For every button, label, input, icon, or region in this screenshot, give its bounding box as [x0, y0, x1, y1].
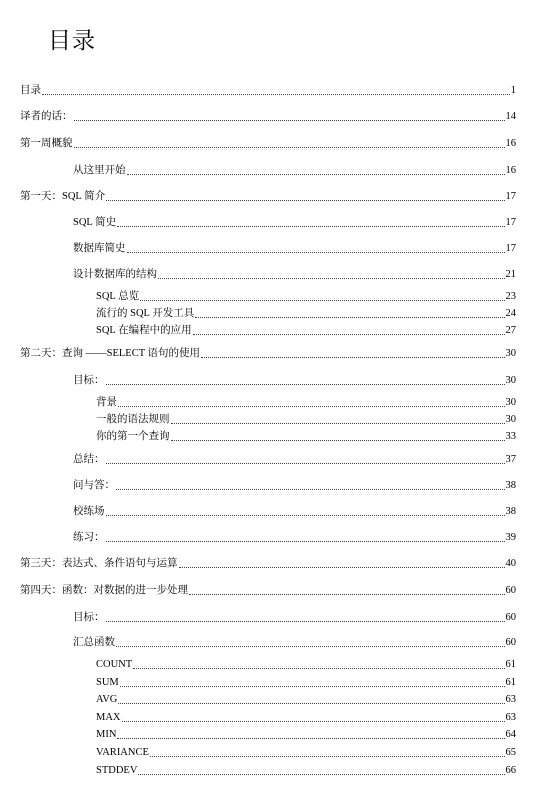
toc-entry[interactable] [96, 764, 516, 778]
toc-entry-page: 17 [505, 243, 516, 254]
dot-leader [171, 430, 505, 441]
toc-entry-page: 27 [505, 325, 516, 336]
toc-entry-label: 校练场 [73, 506, 105, 517]
dot-leader [117, 728, 504, 739]
toc-entry-page: 37 [505, 454, 516, 465]
dot-leader [106, 505, 505, 516]
toc-entry[interactable] [96, 307, 516, 321]
toc-entry[interactable] [73, 242, 516, 256]
dot-leader [179, 557, 505, 568]
toc-entry[interactable] [96, 676, 516, 690]
toc-entry[interactable] [20, 84, 516, 98]
toc-entry-page: 60 [505, 585, 516, 596]
toc-entry[interactable] [20, 584, 516, 598]
toc-entry[interactable] [73, 505, 516, 519]
dot-leader [106, 531, 505, 542]
toc-entry-label: 流行的 SQL 开发工具 [96, 308, 195, 319]
dot-leader [106, 453, 505, 464]
dot-leader [116, 479, 505, 490]
toc-entry-label: 第四天：函数：对数据的进一步处理 [20, 585, 188, 596]
toc-entry-label: 你的第一个查询 [96, 431, 170, 442]
toc-entry[interactable] [96, 396, 516, 410]
toc-entry[interactable] [96, 693, 516, 707]
toc-entry[interactable] [20, 347, 516, 361]
toc-entry-label: SQL 简史 [73, 217, 117, 228]
toc-entry-label: 总结： [73, 454, 105, 465]
toc-entry-page: 40 [505, 558, 516, 569]
toc-entry-page: 39 [505, 532, 516, 543]
toc-entry-label: SQL 总览 [96, 291, 140, 302]
toc-entry[interactable] [20, 190, 516, 204]
toc-entry-page: 16 [505, 165, 516, 176]
dot-leader [189, 584, 505, 595]
toc-entry[interactable] [96, 324, 516, 338]
toc-entry-label: 译者的话： [20, 111, 73, 122]
toc-entry[interactable] [73, 374, 516, 388]
toc-entry-label: 背景 [96, 397, 117, 408]
toc-entry-page: 30 [505, 348, 516, 359]
dot-leader [118, 396, 505, 407]
dot-leader [138, 764, 504, 775]
dot-leader [171, 413, 505, 424]
dot-leader [140, 290, 504, 301]
toc-entry[interactable] [73, 531, 516, 545]
dot-leader [122, 711, 505, 722]
dot-leader [201, 347, 504, 358]
toc-entry[interactable] [73, 479, 516, 493]
toc-entry-label: 第一天：SQL 简介 [20, 191, 106, 202]
toc-entry-page: 61 [505, 677, 516, 688]
toc-entry-page: 21 [505, 269, 516, 280]
toc-entry-page: 24 [505, 308, 516, 319]
toc-entry-page: 30 [505, 375, 516, 386]
toc-entry[interactable] [73, 611, 516, 625]
toc-entry-page: 23 [505, 291, 516, 302]
toc-entry-label: 第二天：查询 ——SELECT 语句的使用 [20, 348, 201, 359]
toc-entry-page: 64 [505, 729, 516, 740]
toc-entry-page: 16 [505, 138, 516, 149]
toc-entry-page: 17 [505, 191, 516, 202]
dot-leader [118, 693, 504, 704]
toc-entry-label: 练习： [73, 532, 105, 543]
toc-entry-page: 63 [505, 694, 516, 705]
dot-leader [42, 84, 510, 95]
toc-entry-page: 38 [505, 506, 516, 517]
toc-entry-page: 65 [505, 747, 516, 758]
toc-entry[interactable] [20, 557, 516, 571]
dot-leader [106, 374, 505, 385]
toc-entry-label: VARIANCE [96, 747, 149, 758]
toc-entry-label: 第三天：表达式、条件语句与运算 [20, 558, 178, 569]
toc-entry-page: 30 [505, 414, 516, 425]
dot-leader [116, 636, 505, 647]
toc-entry-label: STDDEV [96, 765, 138, 776]
toc-entry[interactable] [96, 658, 516, 672]
toc-entry-label: SUM [96, 677, 119, 688]
toc-entry-label: 目标： [73, 612, 105, 623]
toc-entry-label: 汇总函数 [73, 637, 115, 648]
toc-entry[interactable] [96, 728, 516, 742]
dot-leader [106, 190, 504, 201]
toc-entry-label: SQL 在编程中的应用 [96, 325, 192, 336]
toc-entry-page: 33 [505, 431, 516, 442]
toc-entry-label: AVG [96, 694, 118, 705]
toc-entry-page: 63 [505, 712, 516, 723]
toc-entry-page: 17 [505, 217, 516, 228]
dot-leader [74, 110, 505, 121]
toc-entry-label: 数据库简史 [73, 243, 126, 254]
dot-leader [193, 324, 505, 335]
toc-entry[interactable] [73, 636, 516, 650]
toc-entry[interactable] [96, 746, 516, 760]
toc-entry-page: 30 [505, 397, 516, 408]
toc-entry-label: 问与答： [73, 480, 115, 491]
toc-entry-label: 设计数据库的结构 [73, 269, 157, 280]
dot-leader [106, 611, 505, 622]
toc-entry[interactable] [96, 290, 516, 304]
toc-entry[interactable] [73, 164, 516, 178]
toc-entry-page: 14 [505, 111, 516, 122]
toc-entry[interactable] [96, 430, 516, 444]
dot-leader [195, 307, 504, 318]
dot-leader [158, 268, 505, 279]
toc-entry-label: 第一周概貌 [20, 138, 73, 149]
toc-entry[interactable] [73, 216, 516, 230]
toc-entry-page: 61 [505, 659, 516, 670]
toc-entry[interactable] [73, 268, 516, 282]
toc-entry-page: 60 [505, 612, 516, 623]
dot-leader [74, 137, 505, 148]
dot-leader [127, 242, 505, 253]
toc-entry-label: 目标： [73, 375, 105, 386]
toc-entry[interactable] [20, 110, 516, 124]
toc-entry-page: 60 [505, 637, 516, 648]
toc-entry-page: 66 [505, 765, 516, 776]
toc-entry[interactable] [96, 711, 516, 725]
page-title: 目录 [48, 28, 96, 54]
toc-entry-label: MIN [96, 729, 117, 740]
dot-leader [127, 164, 505, 175]
toc-entry[interactable] [96, 413, 516, 427]
dot-leader [120, 676, 505, 687]
dot-leader [150, 746, 505, 757]
toc-entry-page: 38 [505, 480, 516, 491]
toc-entry[interactable] [20, 137, 516, 151]
toc-entry-label: COUNT [96, 659, 133, 670]
toc-entry-label: 从这里开始 [73, 165, 126, 176]
toc-entry-label: 目录 [20, 85, 41, 96]
toc-entry-label: 一般的语法规则 [96, 414, 170, 425]
toc-entry-label: MAX [96, 712, 121, 723]
toc-entry[interactable] [73, 453, 516, 467]
toc-entry-page: 1 [510, 85, 516, 96]
dot-leader [117, 216, 504, 227]
dot-leader [133, 658, 504, 669]
